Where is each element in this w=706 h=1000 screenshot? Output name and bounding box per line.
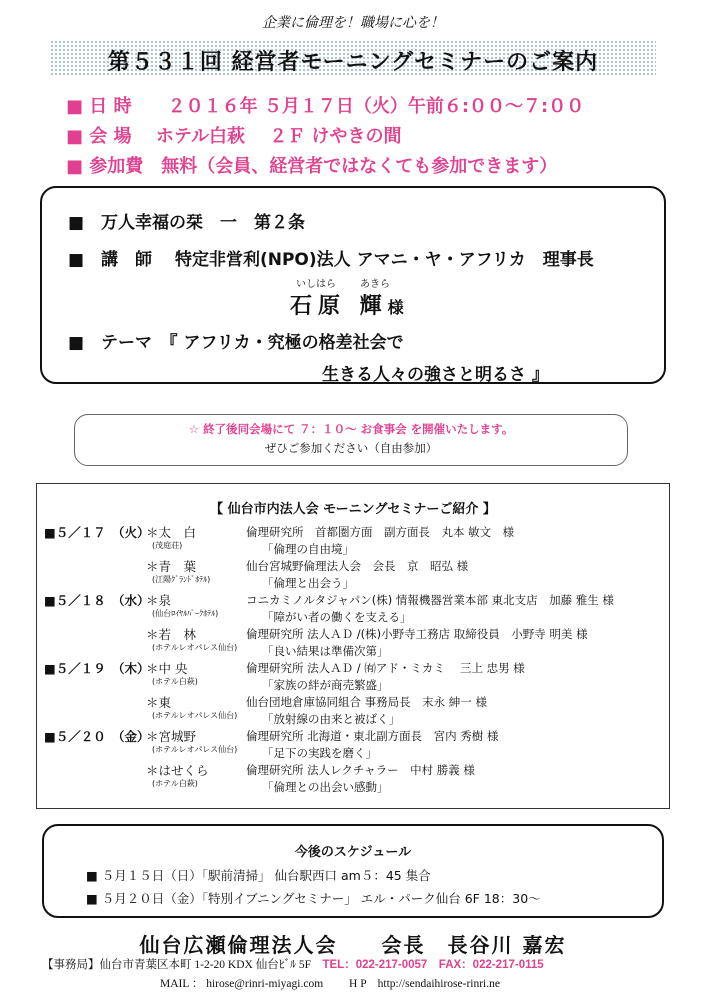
seminar-topic: 「障がい者の働くを支える」: [262, 610, 412, 624]
seminar-topic: 「家族の絆が商売繁盛」: [262, 678, 389, 692]
seminar-topic: 「倫理と出会う」: [262, 576, 354, 590]
seminar-venue: (ホテルレオパレス仙台): [152, 643, 238, 652]
seminar-topic: 「放射線の由来と被ばく」: [262, 712, 400, 726]
contact-tel-fax: TEL：022-217-0057 FAX：022-217-0115: [322, 959, 544, 971]
seminar-speaker: 倫理研究所 首都圏方面 副方面長 丸本 敏文 様: [246, 525, 515, 539]
theme-line-1: ■ テーマ 『 アフリカ・究極の格差社会で: [68, 333, 404, 353]
speaker-name-line: [290, 289, 404, 320]
seminar-intro-title: 【 仙台市内法人会 モーニングセミナーご紹介 】: [210, 502, 496, 517]
info-datetime: [66, 92, 584, 118]
seminar-venue: (茂庭荘): [152, 541, 183, 550]
seminar-speaker: コニカミノルタジャパン(株) 情報機器営業本部 東北支店 加藤 雅生 様: [246, 593, 614, 607]
clause-line: ■ 万人幸福の栞 一 第２条: [68, 213, 306, 233]
info-fee: [66, 152, 557, 178]
seminar-branch: ＊中 央: [146, 661, 188, 676]
seminar-date: ■５／１９ （木）: [44, 661, 150, 676]
seminar-date: ■５／１８ （水）: [44, 593, 150, 608]
dinner-invite: ぜひご参加ください（自由参加）: [264, 441, 438, 455]
seminar-branch: ＊若 林: [146, 627, 197, 642]
tagline: 企業に倫理を！職場に心を！: [262, 15, 444, 31]
seminar-date: ■５／１７ （火）: [44, 525, 150, 540]
contact-mail-web: MAIL ： hirose@rinri-miyagi.com H P http://sendaihirose-rinri.ne: [160, 978, 500, 990]
seminar-venue: (江陽ｸﾞﾗﾝﾄﾞﾎﾃﾙ): [152, 575, 211, 584]
bullet: ■: [66, 126, 84, 147]
theme-line-2: 生きる人々の強さと明るさ 』: [322, 365, 549, 385]
seminar-branch: ＊宮城野: [146, 729, 197, 744]
seminar-venue: (ホテル白萩): [152, 677, 198, 686]
seminar-branch: ＊泉: [146, 593, 172, 608]
speaker-ruby-family: いしはら: [296, 279, 336, 290]
seminar-branch: ＊青 葉: [146, 559, 197, 574]
seminar-speaker: 仙台宮城野倫理法人会 会長 京 昭弘 様: [246, 559, 469, 573]
honorific: 様: [387, 298, 404, 317]
info-venue: [66, 122, 402, 148]
address-text: 【事務局】仙台市青葉区本町 1-2-20 KDX 仙台ﾋﾞﾙ 5F: [42, 959, 323, 971]
page-title: 第５３１回 経営者モーニングセミナーのご案内: [107, 50, 599, 75]
info-label: 日 時: [89, 96, 132, 117]
organization-line: 仙台広瀬倫理法人会 会長 長谷川 嘉宏: [139, 933, 567, 957]
seminar-speaker: 倫理研究所 法人ＡＤ / ㈲アド・ミカミ 三上 忠男 様: [246, 661, 525, 675]
office-address: [42, 956, 544, 972]
info-label: 会 場: [89, 126, 132, 147]
seminar-speaker: 仙台団地倉庫協同組合 事務局長 末永 紳一 様: [246, 695, 487, 709]
bullet: ■: [66, 96, 84, 117]
schedule-item: ■ ５月１５日（日）「駅前清掃」 仙台駅西口 am５：45 集合: [86, 868, 431, 883]
info-label: 参加費: [89, 156, 144, 177]
seminar-branch: ＊東: [146, 695, 172, 710]
schedule-title: 今後のスケジュール: [294, 845, 412, 860]
seminar-venue: (ホテル白萩): [152, 779, 198, 788]
seminar-venue: (ホテルレオパレス仙台): [152, 711, 238, 720]
seminar-date: ■５／２０ （金）: [44, 729, 150, 744]
info-value: ２０１６年 ５月１７日（火）午前６:００～７:００: [167, 96, 585, 117]
info-value: ホテル白萩 ２Ｆ けやきの間: [155, 126, 402, 147]
seminar-branch: ＊太 白: [146, 525, 197, 540]
speaker-name: 石原 輝: [290, 294, 388, 319]
seminar-venue: (仙台ﾛｲﾔﾙﾊﾟｰｸﾎﾃﾙ): [152, 609, 219, 618]
seminar-branch: ＊はせくら: [146, 763, 209, 778]
info-value: 無料（会員、経営者ではなくても参加できます）: [161, 156, 558, 177]
seminar-topic: 「倫理の自由境」: [262, 542, 354, 556]
speaker-ruby-given: あきら: [360, 279, 390, 290]
seminar-speaker: 倫理研究所 法人ＡＤ /(株)小野寺工務店 取締役員 小野寺 明美 様: [246, 627, 588, 641]
dinner-notice: ☆ 終了後同会場にて ７：１０～ お食事会 を開催いたします。: [188, 422, 514, 436]
seminar-topic: 「良い結果は準備次第」: [262, 644, 389, 658]
seminar-venue: (ホテルレオパレス仙台): [152, 745, 238, 754]
seminar-speaker: 倫理研究所 法人レクチャラー 中村 勝義 様: [246, 763, 475, 777]
lecturer-line: ■ 講 師 特定非営利(NPO)法人 アマニ・ヤ・アフリカ 理事長: [68, 250, 594, 270]
bullet: ■: [66, 156, 84, 177]
seminar-topic: 「足下の実践を磨く」: [262, 746, 377, 760]
schedule-item: ■ ５月２０日（金）「特別イブニングセミナー」 エル・パーク仙台 6F 18：30～: [86, 891, 541, 906]
seminar-speaker: 倫理研究所 北海道・東北副方面長 宮内 秀樹 様: [246, 729, 499, 743]
seminar-topic: 「倫理との出会い感動」: [262, 780, 389, 794]
